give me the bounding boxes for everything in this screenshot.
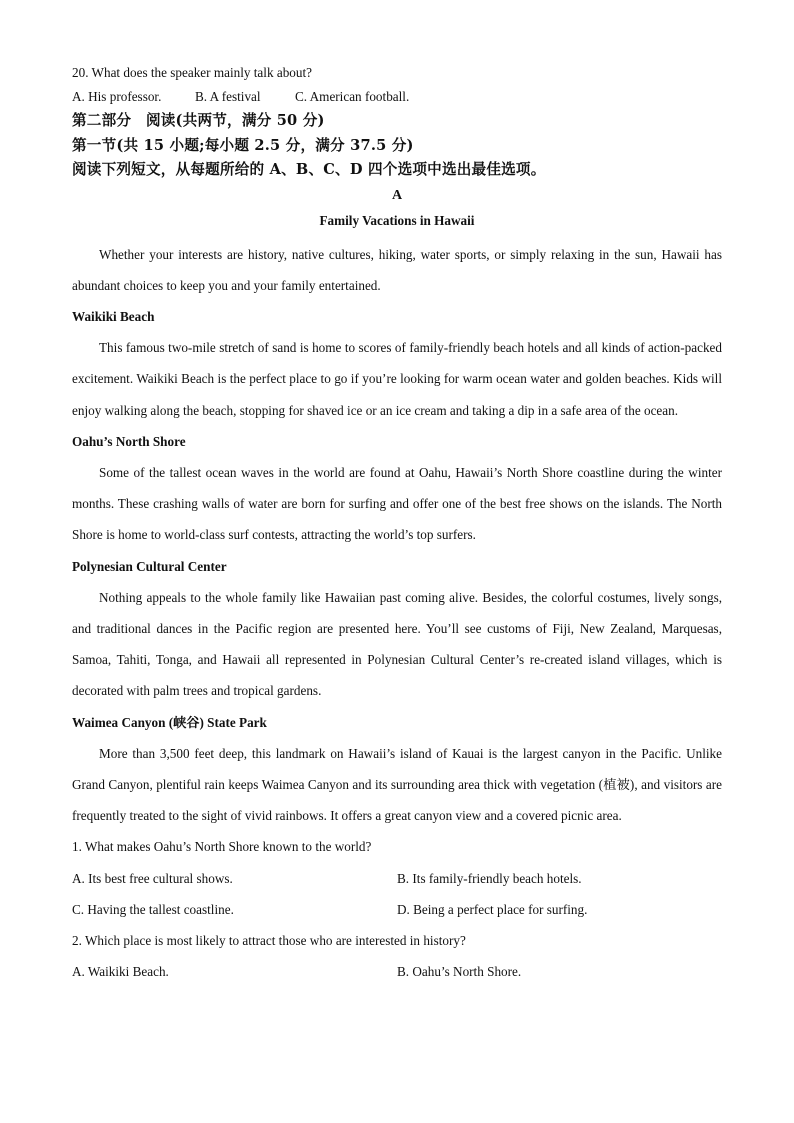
part2-header: 第二部分 阅读(共两节，满分 50 分) — [72, 112, 325, 129]
section-heading-north-shore: Oahu’s North Shore — [72, 433, 186, 449]
section-text-polynesian: Nothing appeals to the whole family like Hawaiian past coming alive. Besides, the colorful costumes, lively songs, and traditional dances in the Pacific region are presented here. You’ll see customs of Fiji, New Zealand, Marquesas, Samoa, Tahiti, Tonga, and Hawaii all represented in Polynesian Cultural Center’s re-created island villages, which is decorated with palm trees and tropical gardens. — [72, 589, 722, 699]
section-heading-waikiki: Waikiki Beach — [72, 308, 155, 324]
passage-title: Family Vacations in Hawaii — [319, 212, 475, 228]
section-text-waimea: More than 3,500 feet deep, this landmark on Hawaii’s island of Kauai is the largest canyon in the Pacific. Unlike Grand Canyon, plentiful rain keeps Waimea Canyon and its surrounding area thick with vegetation (植被), and visitors are frequently treated to the sight of vivid rainbows. It offers a great canyon view and a covered picnic area. — [72, 745, 722, 824]
question-20-options — [72, 86, 722, 107]
question-20-option-b: B. A festival — [195, 89, 261, 104]
question-1-option-a: A. Its best free cultural shows. — [72, 870, 233, 886]
question-1-options-row-1 — [72, 863, 722, 894]
section-text-north-shore: Some of the tallest ocean waves in the world are found at Oahu, Hawaii’s North Shore coastline during the winter months. These crashing walls of water are born for surfing and offer one of the best free shows on the islands. The North Shore is home to world-class surf contests, attracting the world’s top surfers. — [72, 464, 722, 543]
question-2-option-a: A. Waikiki Beach. — [72, 964, 169, 980]
section-text-waikiki: This famous two-mile stretch of sand is home to scores of family-friendly beach hotels and all kinds of action-packed excitement. Waikiki Beach is the perfect place to go if you’re looking for warm ocean water and golden beaches. Kids will enjoy walking along the beach, stopping for shaved ice or an ice cream and taking a dip in a safe area of the ocean. — [72, 340, 722, 418]
question-1-option-c: C. Having the tallest coastline. — [72, 901, 234, 917]
instructions: 阅读下列短文，从每题所给的 A、B、C、D 四个选项中选出最佳选项。 — [72, 161, 546, 178]
question-20-stem: 20. What does the speaker mainly talk about? — [72, 65, 312, 80]
exam-page — [72, 62, 722, 987]
question-1-option-d: D. Being a perfect place for surfing. — [397, 901, 588, 917]
section-heading-waimea: Waimea Canyon (峡谷) State Park — [72, 714, 267, 730]
question-1-option-b: B. Its family-friendly beach hotels. — [397, 870, 582, 886]
question-2-option-b: B. Oahu’s North Shore. — [397, 964, 522, 980]
question-1-stem: 1. What makes Oahu’s North Shore known to the world? — [72, 839, 372, 855]
question-2-stem: 2. Which place is most likely to attract those who are interested in history? — [72, 932, 466, 948]
section-heading-polynesian: Polynesian Cultural Center — [72, 558, 227, 574]
passage-letter: A — [391, 187, 403, 203]
question-20-option-a: A. His professor. — [72, 89, 162, 104]
question-1-options-row-2 — [72, 894, 722, 925]
section1-header: 第一节(共 15 小题;每小题 2.5 分，满分 37.5 分) — [72, 136, 414, 154]
question-20-option-c: C. American football. — [295, 89, 410, 104]
passage-intro: Whether your interests are history, native cultures, hiking, water sports, or simply relaxing in the sun, Hawaii has abundant choices to keep you and your family entertained. — [72, 246, 722, 293]
question-2-options-row-1 — [72, 956, 722, 987]
